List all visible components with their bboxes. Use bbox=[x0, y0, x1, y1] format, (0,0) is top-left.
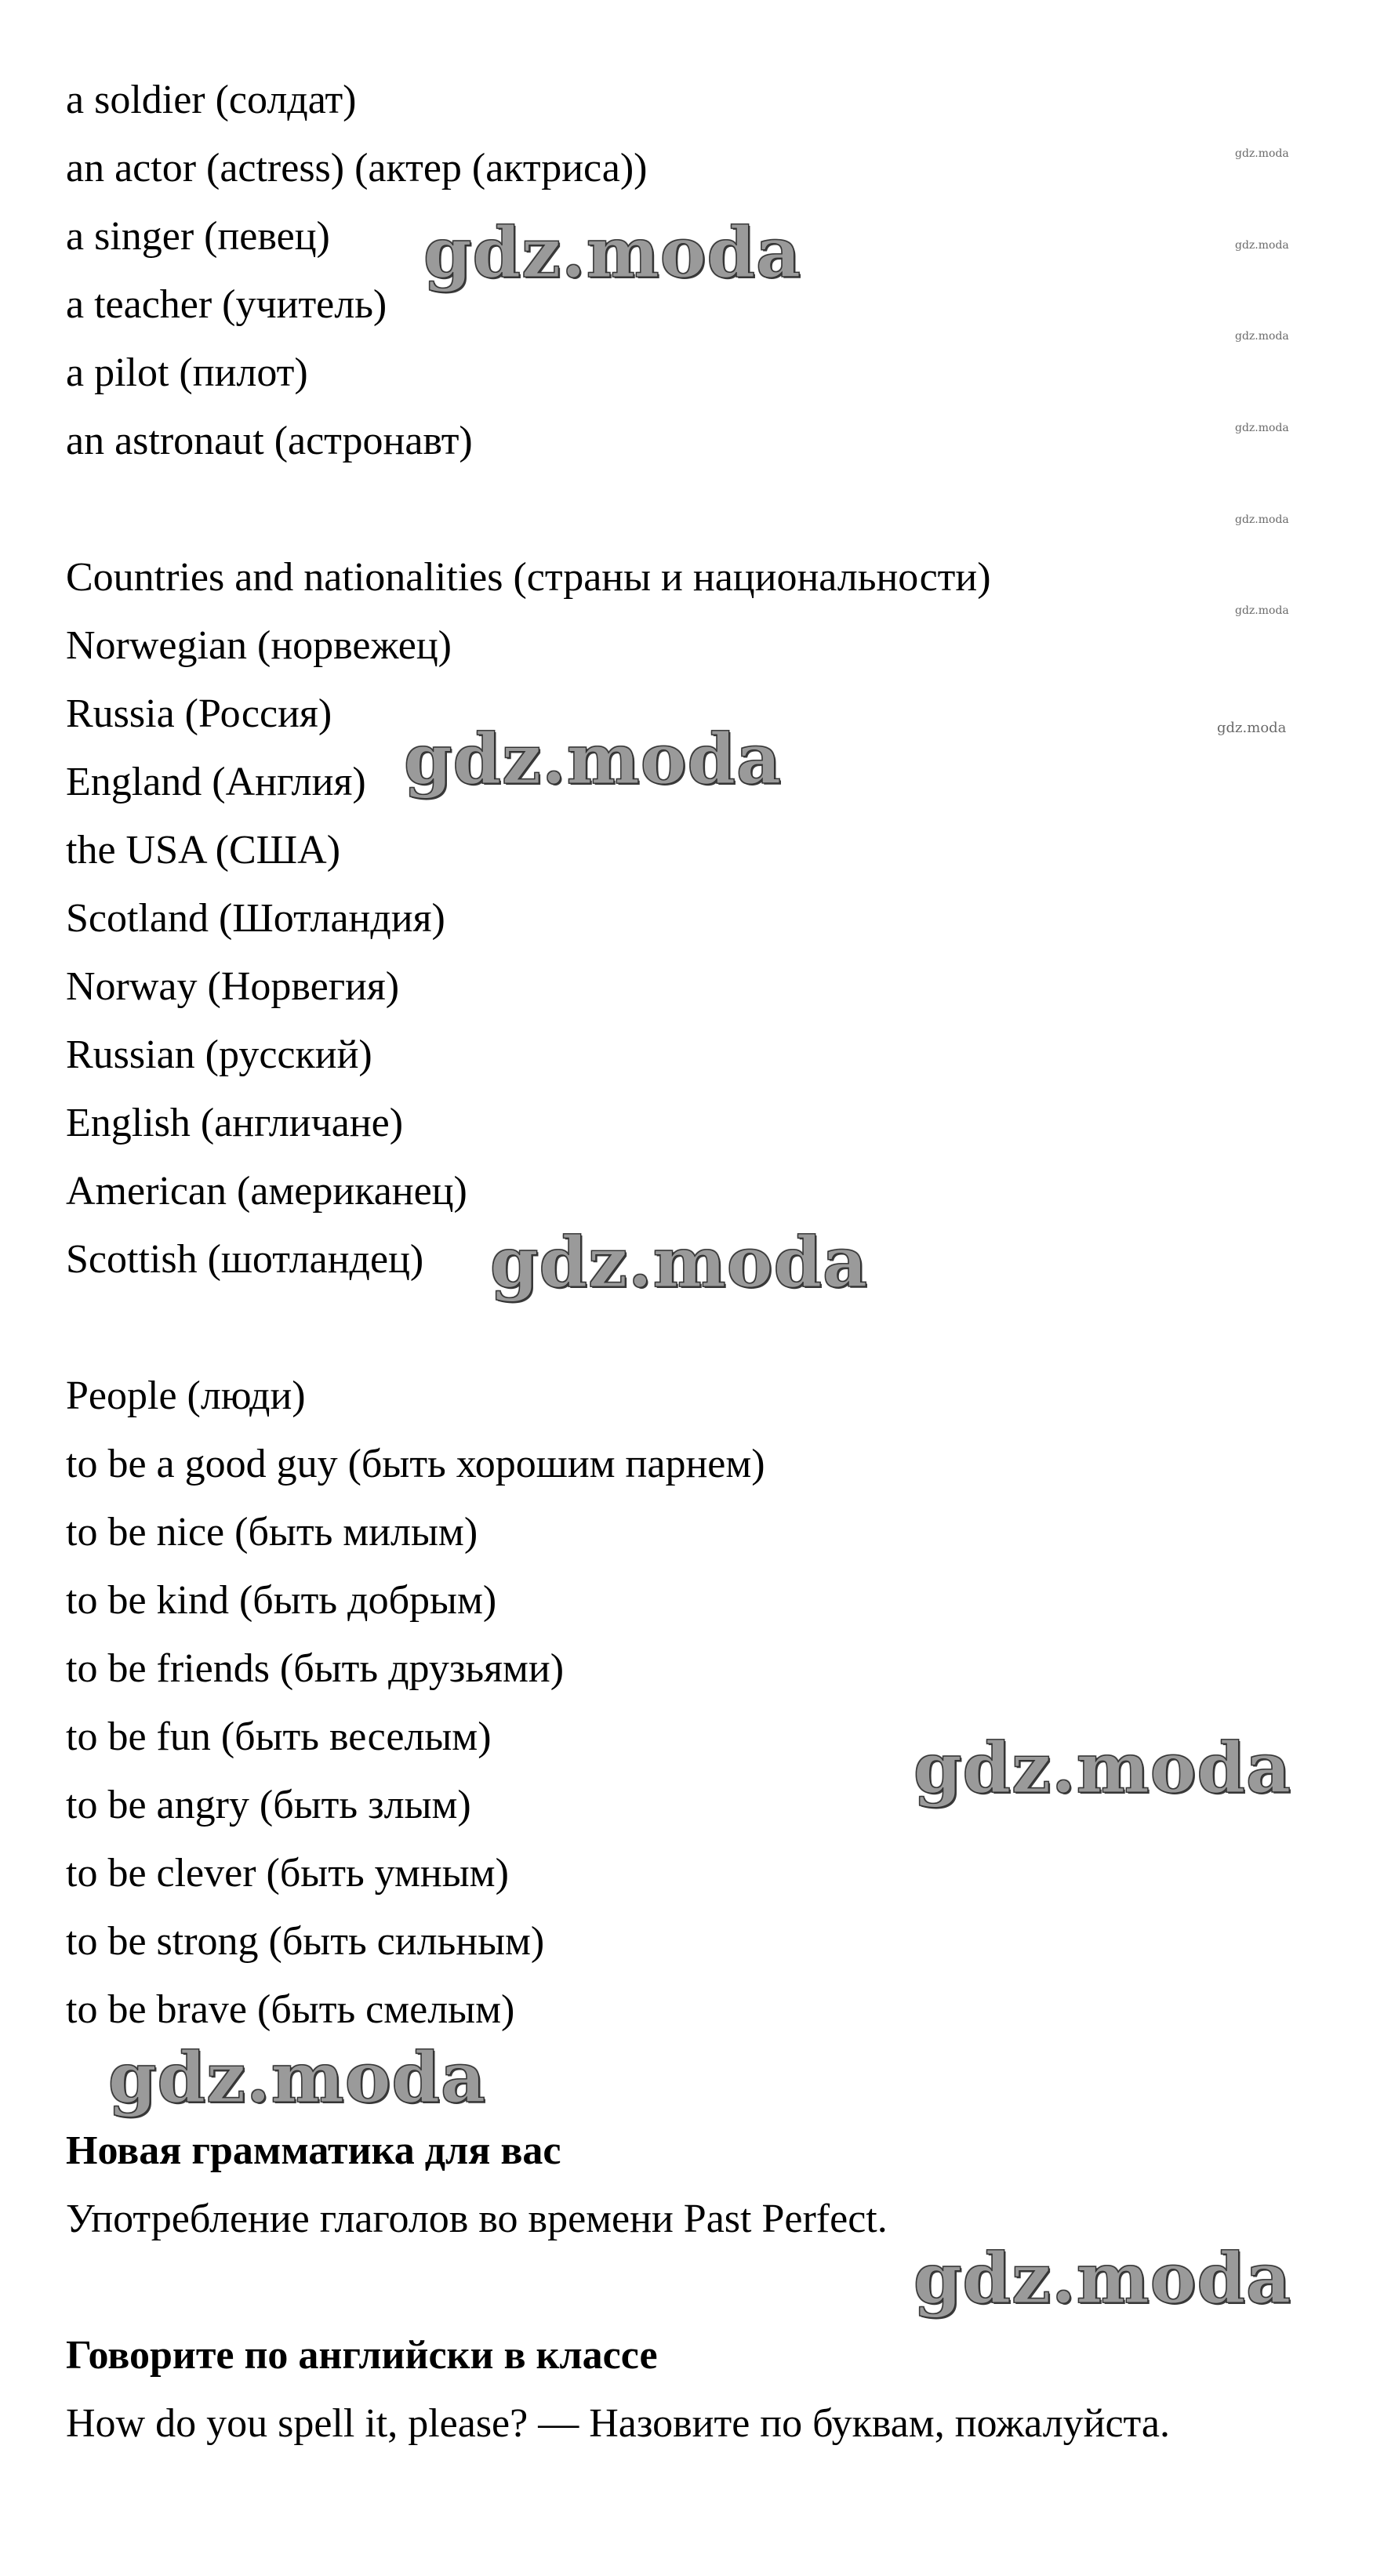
country-item: Russian (русский) bbox=[66, 1032, 372, 1077]
country-item: the USA (США) bbox=[66, 828, 341, 873]
watermark-small: gdz.moda bbox=[1235, 147, 1289, 160]
country-item: Scottish (шотландец) bbox=[66, 1237, 424, 1282]
classroom-heading: Говорите по английски в классе bbox=[66, 2333, 658, 2378]
country-item: Russia (Россия) bbox=[66, 691, 332, 736]
watermark-small: gdz.moda bbox=[1235, 330, 1289, 343]
watermark-small: gdz.moda bbox=[1235, 422, 1289, 434]
watermark: gdz.moda bbox=[108, 2037, 487, 2118]
people-item: to be a good guy (быть хорошим парнем) bbox=[66, 1442, 765, 1486]
countries-heading: Countries and nationalities (страны и национальности) bbox=[66, 555, 991, 600]
watermark-small: gdz.moda bbox=[1235, 513, 1289, 526]
watermark: gdz.moda bbox=[914, 2237, 1292, 2319]
grammar-heading: Новая грамматика для вас bbox=[66, 2128, 561, 2173]
people-item: to be angry (быть злым) bbox=[66, 1783, 471, 1827]
vocab-item-pilot: a pilot (пилот) bbox=[66, 350, 308, 395]
people-item: to be friends (быть друзьями) bbox=[66, 1646, 565, 1691]
watermark-small: gdz.moda bbox=[1217, 720, 1287, 736]
watermark-small: gdz.moda bbox=[1235, 604, 1289, 617]
vocab-item-singer: a singer (певец) bbox=[66, 214, 330, 259]
classroom-text: How do you spell it, please? — Назовите по буквам, пожалуйста. bbox=[66, 2401, 1170, 2446]
people-heading: People (люди) bbox=[66, 1373, 306, 1418]
watermark: gdz.moda bbox=[490, 1221, 869, 1303]
people-item: to be strong (быть сильным) bbox=[66, 1919, 545, 1964]
watermark: gdz.moda bbox=[914, 1727, 1292, 1809]
watermark: gdz.moda bbox=[423, 212, 802, 293]
grammar-text: Употребление глаголов во времени Past Perfect. bbox=[66, 2197, 888, 2241]
people-item: to be kind (быть добрым) bbox=[66, 1578, 497, 1623]
people-item: to be clever (быть умным) bbox=[66, 1851, 509, 1896]
country-item: England (Англия) bbox=[66, 760, 366, 804]
watermark: gdz.moda bbox=[404, 718, 783, 800]
vocab-item-teacher: a teacher (учитель) bbox=[66, 282, 387, 327]
country-item: American (американец) bbox=[66, 1169, 467, 1214]
vocab-item-actor: an actor (actress) (актер (актриса)) bbox=[66, 146, 648, 190]
watermark-small: gdz.moda bbox=[1235, 239, 1289, 252]
country-item: Norway (Норвегия) bbox=[66, 964, 400, 1009]
country-item: English (англичане) bbox=[66, 1101, 404, 1145]
country-item: Norwegian (норвежец) bbox=[66, 623, 452, 668]
people-item: to be fun (быть веселым) bbox=[66, 1714, 492, 1759]
vocab-item-astronaut: an astronaut (астронавт) bbox=[66, 419, 473, 463]
people-item: to be brave (быть смелым) bbox=[66, 1987, 515, 2032]
people-item: to be nice (быть милым) bbox=[66, 1510, 478, 1555]
vocab-item-soldier: a soldier (солдат) bbox=[66, 78, 357, 122]
country-item: Scotland (Шотландия) bbox=[66, 896, 445, 941]
